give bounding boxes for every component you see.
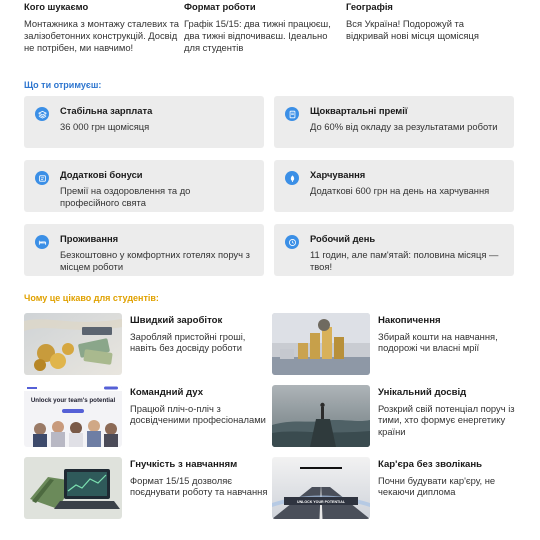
benefit-text: 11 годин, але пам'ятай: половина місяця — твоя!	[310, 249, 499, 272]
benefits-heading: Що ти отримуєш:	[24, 80, 102, 90]
benefit-text: 36 000 грн щомісяця	[60, 121, 150, 132]
team-image-headline: Unlock your team's potential	[30, 397, 116, 404]
feature-text: Формат 15/15 дозволяє поєднувати роботу та навчання	[130, 475, 268, 498]
coin-stacks-image	[272, 313, 370, 375]
feature-title: Кар'єра без зволікань	[378, 459, 483, 470]
info-geography-title: Географія	[346, 1, 393, 12]
feature-title: Швидкий заробіток	[130, 315, 223, 326]
benefit-card-food	[274, 160, 514, 212]
layers-icon	[35, 107, 49, 121]
benefit-text: Безкоштовно у комфортних готелях поруч з місцем роботи	[60, 249, 250, 272]
person-on-rock-image	[272, 385, 370, 447]
benefit-text: Премії на оздоровлення та до професійного свята	[60, 185, 191, 208]
info-format-text: Графік 15/15: два тижні працюєш, два тижні відпочиваєш. Ідеально для студентів	[184, 18, 331, 54]
benefit-title: Додаткові бонуси	[60, 169, 143, 180]
info-columns	[24, 0, 524, 55]
feature-unique-experience	[272, 385, 518, 447]
feature-text: Збирай кошти на навчання, подорожі чи власні мрії	[378, 331, 498, 354]
feature-title: Накопичення	[378, 315, 441, 326]
clock-icon	[285, 235, 299, 249]
food-icon	[285, 171, 299, 185]
feature-text: Розкрий свій потенціал поруч із тими, хто формує енергетику країни	[378, 403, 515, 437]
feature-fast-earnings	[24, 313, 270, 375]
info-format-title: Формат роботи	[184, 1, 256, 12]
document-icon	[285, 107, 299, 121]
coins-money-image	[24, 313, 122, 375]
benefit-card-extra-bonus	[24, 160, 264, 212]
feature-title: Унікальний досвід	[378, 387, 467, 398]
team-website-image	[24, 385, 122, 447]
feature-text: Почни будувати кар'єру, не чекаючи диплома	[378, 475, 496, 498]
benefit-title: Стабільна зарплата	[60, 105, 153, 116]
benefit-text: Додаткові 600 грн на день на харчування	[310, 185, 490, 196]
feature-savings	[272, 313, 518, 375]
benefit-title: Проживання	[60, 233, 119, 244]
feature-text: Працюй пліч-о-пліч з досвідченими професіоналами	[130, 403, 266, 426]
feature-title: Гнучкість з навчанням	[130, 459, 238, 470]
benefit-card-bonus-quarterly	[274, 96, 514, 148]
feature-team-spirit	[24, 385, 270, 447]
feature-career	[272, 457, 518, 519]
info-who-title: Кого шукаємо	[24, 1, 89, 12]
benefit-title: Харчування	[310, 169, 366, 180]
benefit-card-salary	[24, 96, 264, 148]
benefit-card-workday	[274, 224, 514, 276]
road-sign-image	[272, 457, 370, 519]
bed-icon	[35, 235, 49, 249]
info-format	[184, 0, 346, 55]
info-geography-text: Вся Україна! Подорожуй та відкривай нові місця щомісяця	[346, 18, 479, 42]
benefit-title: Щоквартальні премії	[310, 105, 408, 116]
laptop-book-image	[24, 457, 122, 519]
benefit-title: Робочий день	[310, 233, 376, 244]
benefit-text: До 60% від окладу за результатами роботи	[310, 121, 498, 132]
road-image-headline: UNLOCK YOUR POTENTIAL	[296, 500, 346, 504]
info-who	[24, 0, 182, 55]
feature-text: Заробляй пристойні гроші, навіть без досвіду роботи	[130, 331, 246, 354]
feature-title: Командний дух	[130, 387, 204, 398]
students-heading: Чому це цікаво для студентів:	[24, 293, 159, 303]
benefit-card-housing	[24, 224, 264, 276]
gift-card-icon	[35, 171, 49, 185]
feature-flexible-study	[24, 457, 270, 519]
info-who-text: Монтажника з монтажу сталевих та залізобетонних конструкцій. Досвід не потрібен, ми навчимо!	[24, 18, 180, 54]
info-geography	[346, 0, 496, 55]
